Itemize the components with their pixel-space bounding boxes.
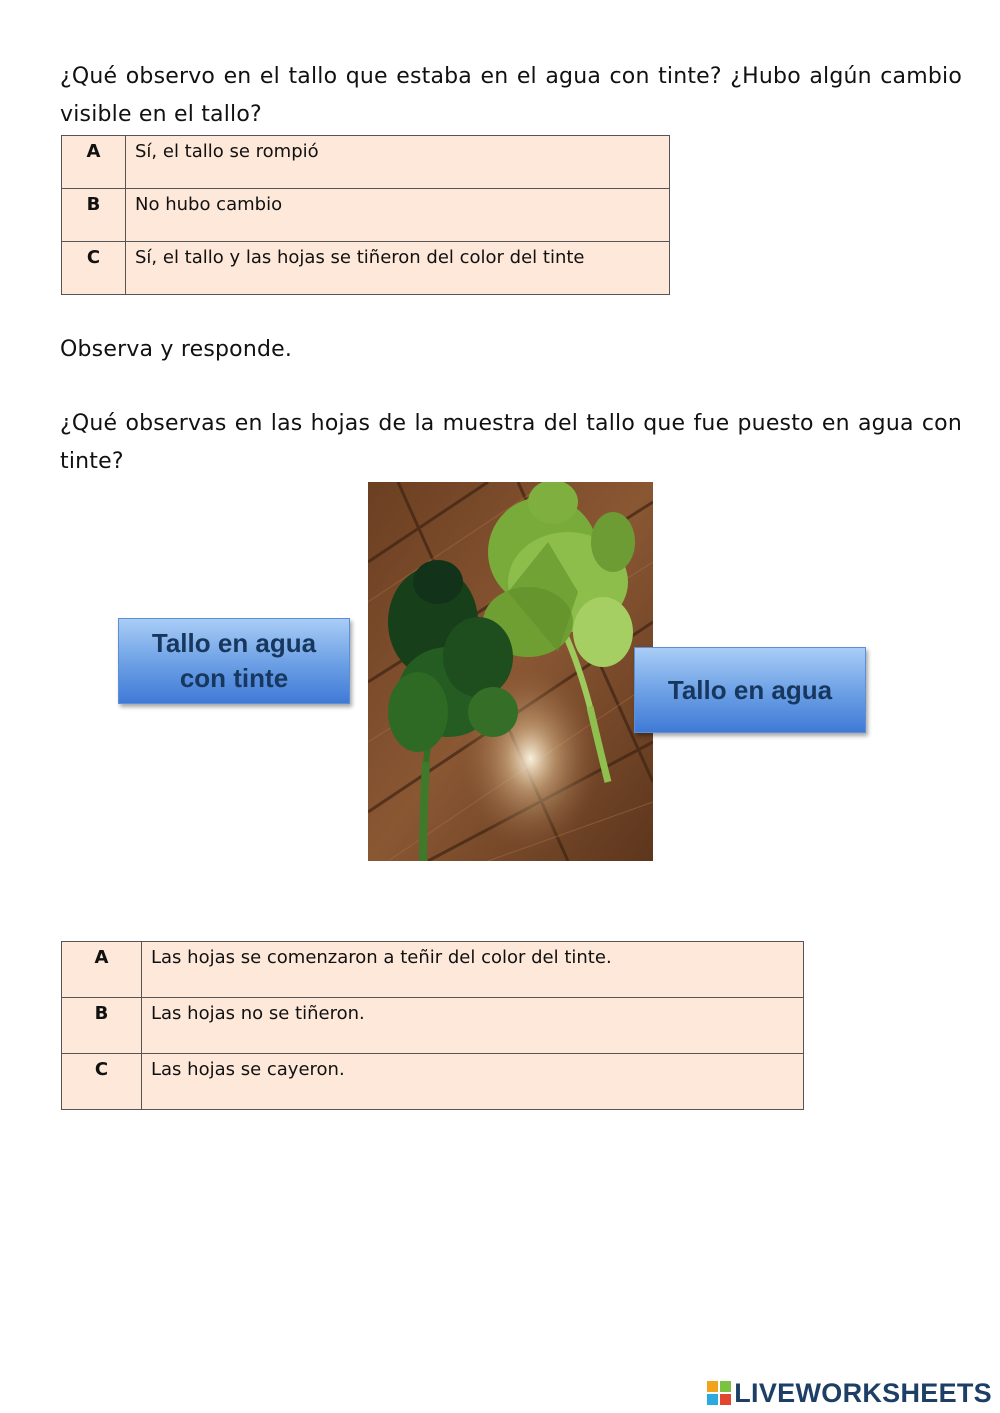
option-row[interactable] (62, 942, 804, 998)
question-1-options-table (61, 135, 670, 295)
label-right-text: Tallo en agua (667, 674, 833, 705)
question-2-options-table (61, 941, 804, 1110)
option-letter: B (62, 189, 126, 242)
option-letter: A (62, 942, 142, 998)
option-row[interactable] (62, 998, 804, 1054)
option-row[interactable] (62, 189, 670, 242)
option-letter: A (62, 136, 126, 189)
option-text: Las hojas se comenzaron a teñir del color del tinte. (142, 942, 804, 998)
option-text: Sí, el tallo y las hojas se tiñeron del color del tinte (126, 242, 670, 295)
label-stem-in-water[interactable] (634, 647, 866, 733)
label-stem-in-dyed-water[interactable] (118, 618, 350, 704)
option-row[interactable] (62, 242, 670, 295)
label-left-text: Tallo en agua con tinte (151, 628, 317, 693)
question-1-text: ¿Qué observo en el tallo que estaba en el agua con tinte? ¿Hubo algún cambio visible en el tallo? (60, 64, 962, 127)
option-text: Las hojas se cayeron. (142, 1054, 804, 1110)
option-text: Las hojas no se tiñeron. (142, 998, 804, 1054)
option-row[interactable] (62, 1054, 804, 1110)
question-2-text: ¿Qué observas en las hojas de la muestra del tallo que fue puesto en agua con tinte? (60, 411, 962, 474)
option-letter: C (62, 242, 126, 295)
liveworksheets-brand (707, 1376, 992, 1410)
option-letter: C (62, 1054, 142, 1110)
option-row[interactable] (62, 136, 670, 189)
liveworksheets-logo-icon (707, 1381, 731, 1405)
option-text: Sí, el tallo se rompió (126, 136, 670, 189)
celery-stems-photo (368, 482, 653, 861)
instruction-text: Observa y responde. (60, 337, 293, 362)
option-letter: B (62, 998, 142, 1054)
option-text: No hubo cambio (126, 189, 670, 242)
brand-name: LIVEWORKSHEETS (734, 1377, 992, 1408)
